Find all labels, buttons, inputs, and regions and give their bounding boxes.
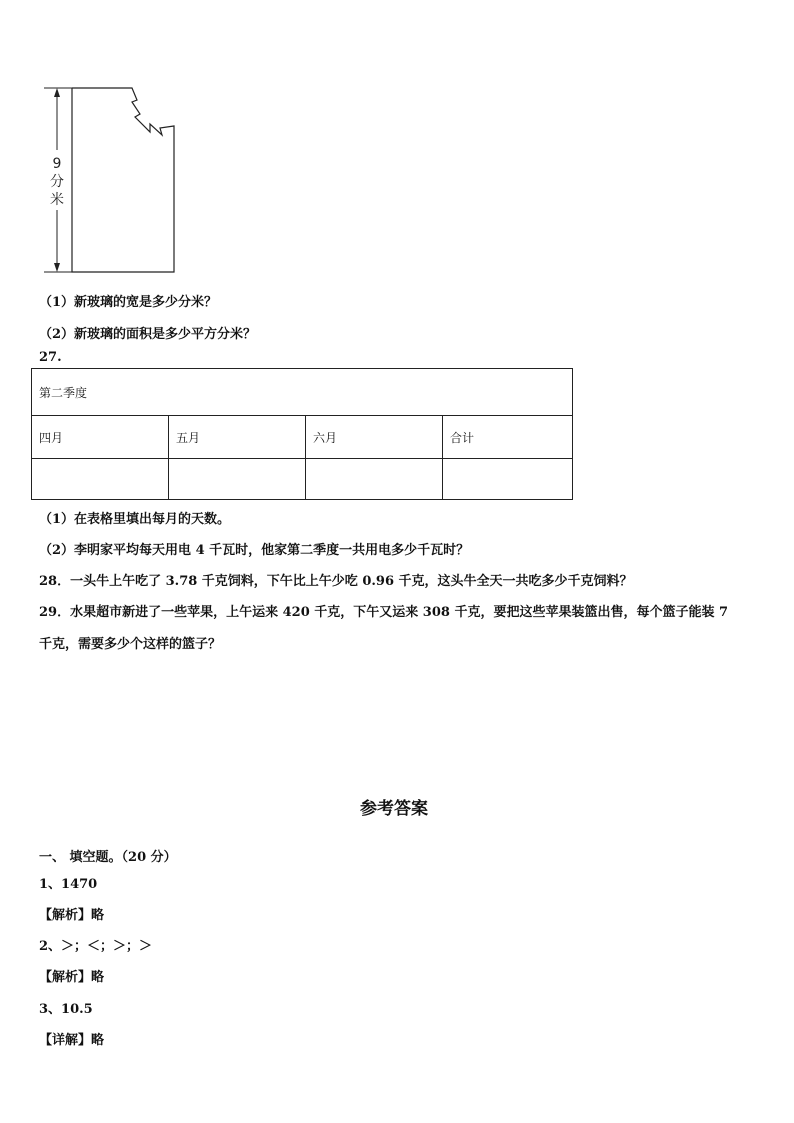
q29-line1: 29．水果超市新进了一些苹果，上午运来 420 千克，下午又运来 308 千克，要把这些苹果装篮出售，每个篮子能装 7 <box>39 605 729 620</box>
answers-title: 参考答案 <box>360 799 428 819</box>
cell-may <box>169 459 306 500</box>
arrow-down <box>54 263 60 272</box>
dimension-label-value: 9 <box>52 156 62 172</box>
q26-sub1: （1）新玻璃的宽是多少分米？ <box>39 295 218 310</box>
glass-outline <box>72 88 174 272</box>
cell-april <box>32 459 169 500</box>
second-quarter-table <box>31 368 573 500</box>
q26-sub2: （2）新玻璃的面积是多少平方分米？ <box>39 327 257 342</box>
cell-june <box>306 459 443 500</box>
arrow-up <box>54 88 60 97</box>
table-title: 第二季度 <box>32 369 573 416</box>
header-may: 五月 <box>169 416 306 459</box>
q27-sub1: （1）在表格里填出每月的天数。 <box>39 512 231 527</box>
q27-sub2: （2）李明家平均每天用电 4 千瓦时，他家第二季度一共用电多少千瓦时？ <box>39 543 470 558</box>
header-total: 合计 <box>443 416 573 459</box>
broken-glass-figure <box>36 80 186 280</box>
answer-3-note: 【详解】略 <box>39 1033 105 1048</box>
q29-line2: 千克，需要多少个这样的篮子？ <box>39 637 222 652</box>
answer-1-note: 【解析】略 <box>39 908 105 923</box>
answer-2-note: 【解析】略 <box>39 970 105 985</box>
header-april: 四月 <box>32 416 169 459</box>
q27-number: 27. <box>39 350 62 365</box>
header-june: 六月 <box>306 416 443 459</box>
answers-section: 一、 填空题。（20 分） <box>39 850 177 865</box>
answer-3: 3、10.5 <box>39 1002 93 1017</box>
answer-1: 1、1470 <box>39 877 98 892</box>
dimension-label-unit-2: 米 <box>50 192 64 208</box>
cell-total <box>443 459 573 500</box>
dimension-label-unit-1: 分 <box>50 174 64 190</box>
q28: 28．一头牛上午吃了 3.78 千克饲料，下午比上午少吃 0.96 千克，这头牛全天一共吃多少千克饲料？ <box>39 574 633 589</box>
answer-2: 2、＞；＜；＞；＞ <box>39 939 153 954</box>
